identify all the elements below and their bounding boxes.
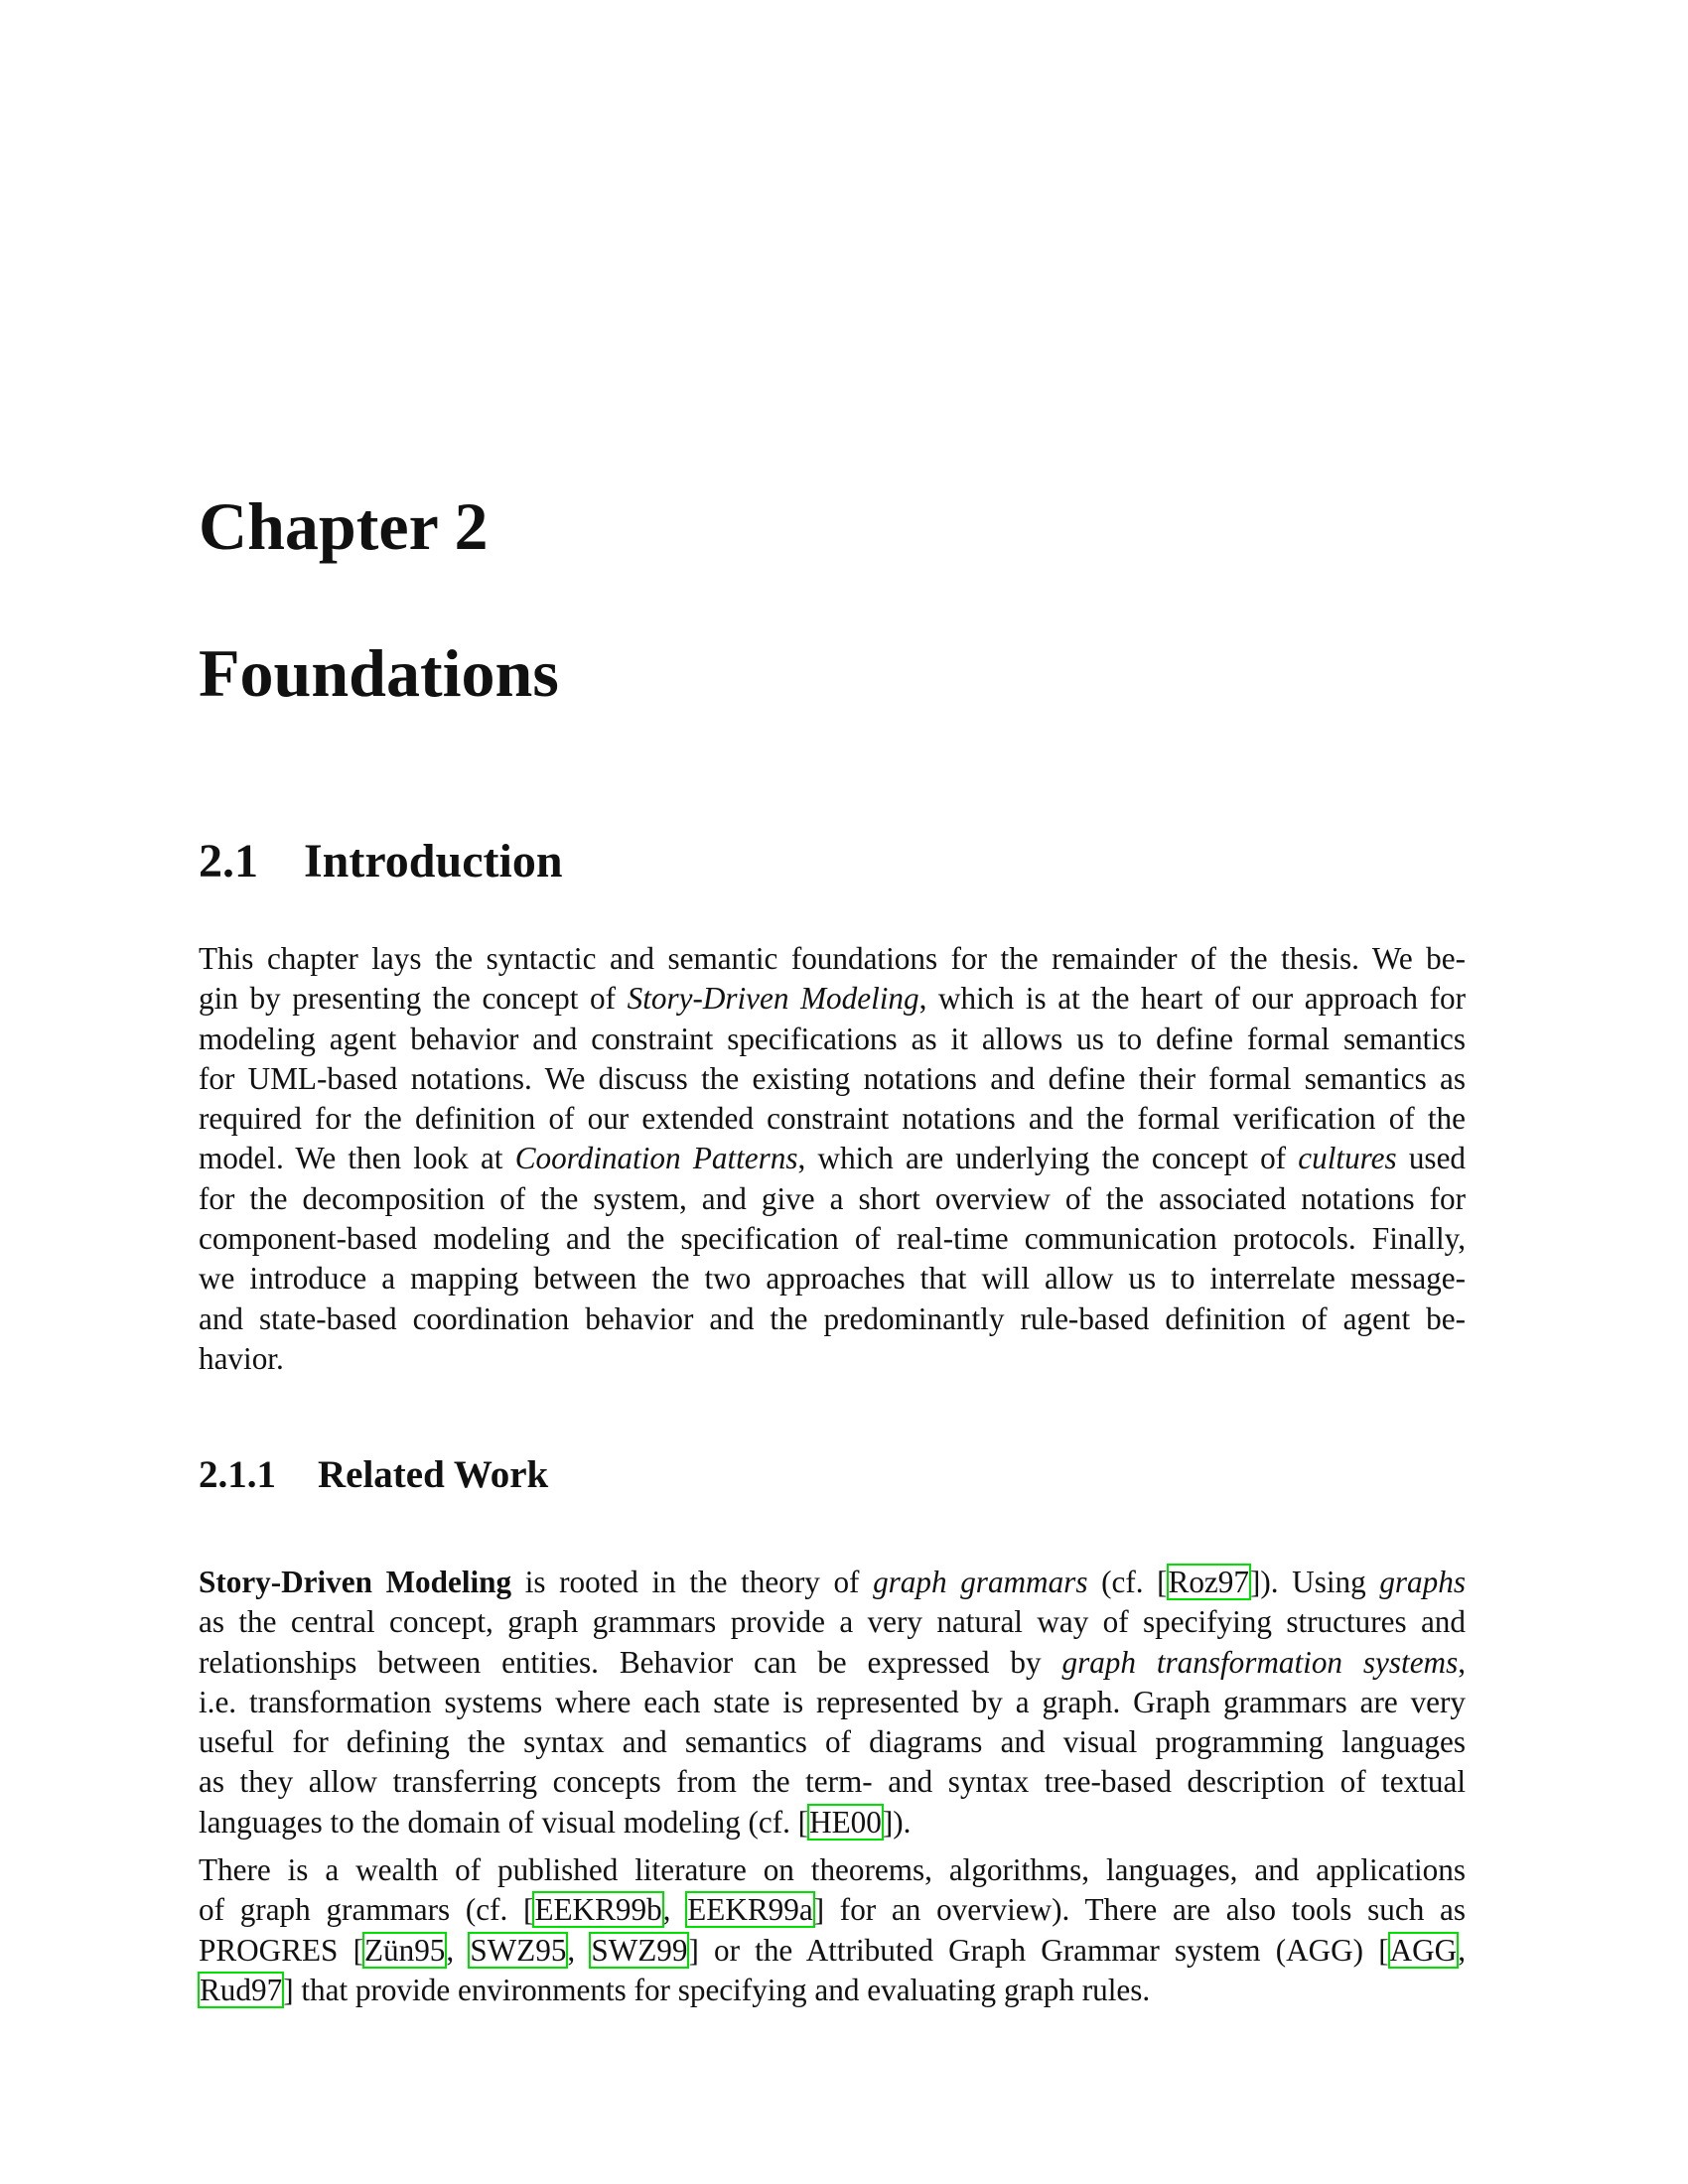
related-line: There is a wealth of published literature on theorems, algorithms, languages, and applications xyxy=(199,1852,1466,1887)
intro-line xyxy=(199,979,1466,1019)
related-line xyxy=(199,1971,1466,2010)
emphasis-cultures: cultures xyxy=(1298,1141,1397,1176)
related-line xyxy=(199,1803,1466,1843)
intro-paragraph xyxy=(199,939,1466,1379)
related-line xyxy=(199,1563,1466,1602)
text: of graph grammars (cf. [ xyxy=(199,1892,534,1928)
text: languages to the domain of visual modeling (cf. [ xyxy=(199,1804,809,1840)
related-work-paragraph-1 xyxy=(199,1563,1466,1843)
emphasis-coordination-patterns: Coordination Patterns xyxy=(514,1141,798,1176)
citation-link-roz97[interactable]: Roz97 xyxy=(1168,1565,1249,1599)
text: , xyxy=(1458,1644,1466,1680)
text: is rooted in the theory of xyxy=(511,1565,874,1599)
text: ] for an overview). There are also tools such as xyxy=(813,1892,1467,1928)
related-work-paragraph-2 xyxy=(199,1850,1466,2010)
text: (cf. [ xyxy=(1087,1565,1168,1599)
section-number: 2.1 xyxy=(199,835,258,887)
intro-line: required for the definition of our extended constraint notations and the formal verification of the xyxy=(199,1101,1466,1137)
text: used xyxy=(1396,1141,1467,1176)
citation-link-eekr99b[interactable]: EEKR99b xyxy=(534,1892,662,1928)
text: model. We then look at xyxy=(199,1141,515,1176)
text: , xyxy=(662,1892,687,1928)
related-line: as the central concept, graph grammars provide a very natural way of specifying structures and xyxy=(199,1604,1466,1640)
text: , xyxy=(567,1932,591,1968)
citation-link-swz99[interactable]: SWZ99 xyxy=(591,1932,688,1968)
intro-line: we introduce a mapping between the two approaches that will allow us to interrelate message- xyxy=(199,1261,1466,1297)
emphasis-graph-grammars: graph grammars xyxy=(873,1565,1088,1599)
citation-link-swz95[interactable]: SWZ95 xyxy=(470,1932,567,1968)
text: ] or the Attributed Graph Grammar system (AGG) [ xyxy=(688,1932,1389,1968)
citation-link-agg[interactable]: AGG xyxy=(1389,1932,1458,1968)
related-line xyxy=(199,1931,1466,1971)
citation-link-he00[interactable]: HE00 xyxy=(809,1804,882,1840)
text: PROGRES [ xyxy=(199,1932,363,1968)
text: ] that provide environments for specifying and evaluating graph rules. xyxy=(283,1972,1151,2007)
citation-link-zun95[interactable]: Zün95 xyxy=(363,1932,446,1968)
chapter-title: Foundations xyxy=(199,635,559,711)
related-line: as they allow transferring concepts from the term- and syntax tree-based description of textual xyxy=(199,1764,1466,1800)
intro-line: modeling agent behavior and constraint specifications as it allows us to define formal semantics xyxy=(199,1021,1466,1056)
intro-line: for UML-based notations. We discuss the existing notations and define their formal semantics as xyxy=(199,1060,1466,1096)
text: gin by presenting the concept of xyxy=(199,981,628,1017)
text: , xyxy=(1458,1932,1467,1968)
emphasis-graphs: graphs xyxy=(1379,1565,1466,1599)
emphasis-graph-transformation-systems: graph transformation systems xyxy=(1061,1644,1459,1680)
chapter-label: Chapter 2 xyxy=(199,488,489,564)
intro-line: havior. xyxy=(199,1340,284,1376)
subsection-number: 2.1.1 xyxy=(199,1453,276,1496)
bold-story-driven-modeling: Story-Driven Modeling xyxy=(199,1565,512,1599)
text: ]). Using xyxy=(1249,1565,1380,1599)
intro-line: This chapter lays the syntactic and semantic foundations for the remainder of the thesis. We be- xyxy=(199,941,1466,976)
emphasis-story-driven-modeling: Story-Driven Modeling xyxy=(627,981,919,1017)
text: , which is at the heart of our approach for xyxy=(918,981,1466,1017)
section-title: Introduction xyxy=(304,835,563,887)
text: , xyxy=(446,1932,470,1968)
text: , which are underlying the concept of xyxy=(797,1141,1299,1176)
text: ]). xyxy=(882,1804,912,1840)
subsection-heading xyxy=(199,1455,548,1494)
related-line xyxy=(199,1643,1466,1683)
intro-line: component-based modeling and the specification of real-time communication protocols. Finally, xyxy=(199,1221,1466,1257)
intro-line: for the decomposition of the system, and give a short overview of the associated notations for xyxy=(199,1180,1466,1216)
subsection-title: Related Work xyxy=(318,1453,549,1496)
related-line xyxy=(199,1890,1466,1930)
related-line: useful for defining the syntax and semantics of diagrams and visual programming languages xyxy=(199,1724,1466,1760)
text: relationships between entities. Behavior can be expressed by xyxy=(199,1644,1062,1680)
citation-link-rud97[interactable]: Rud97 xyxy=(200,1972,283,2007)
citation-link-eekr99a[interactable]: EEKR99a xyxy=(687,1892,813,1928)
section-heading xyxy=(199,835,563,887)
intro-line xyxy=(199,1139,1466,1178)
related-line: i.e. transformation systems where each state is represented by a graph. Graph grammars are very xyxy=(199,1684,1466,1719)
intro-line: and state-based coordination behavior and the predominantly rule-based definition of agent be- xyxy=(199,1300,1466,1336)
